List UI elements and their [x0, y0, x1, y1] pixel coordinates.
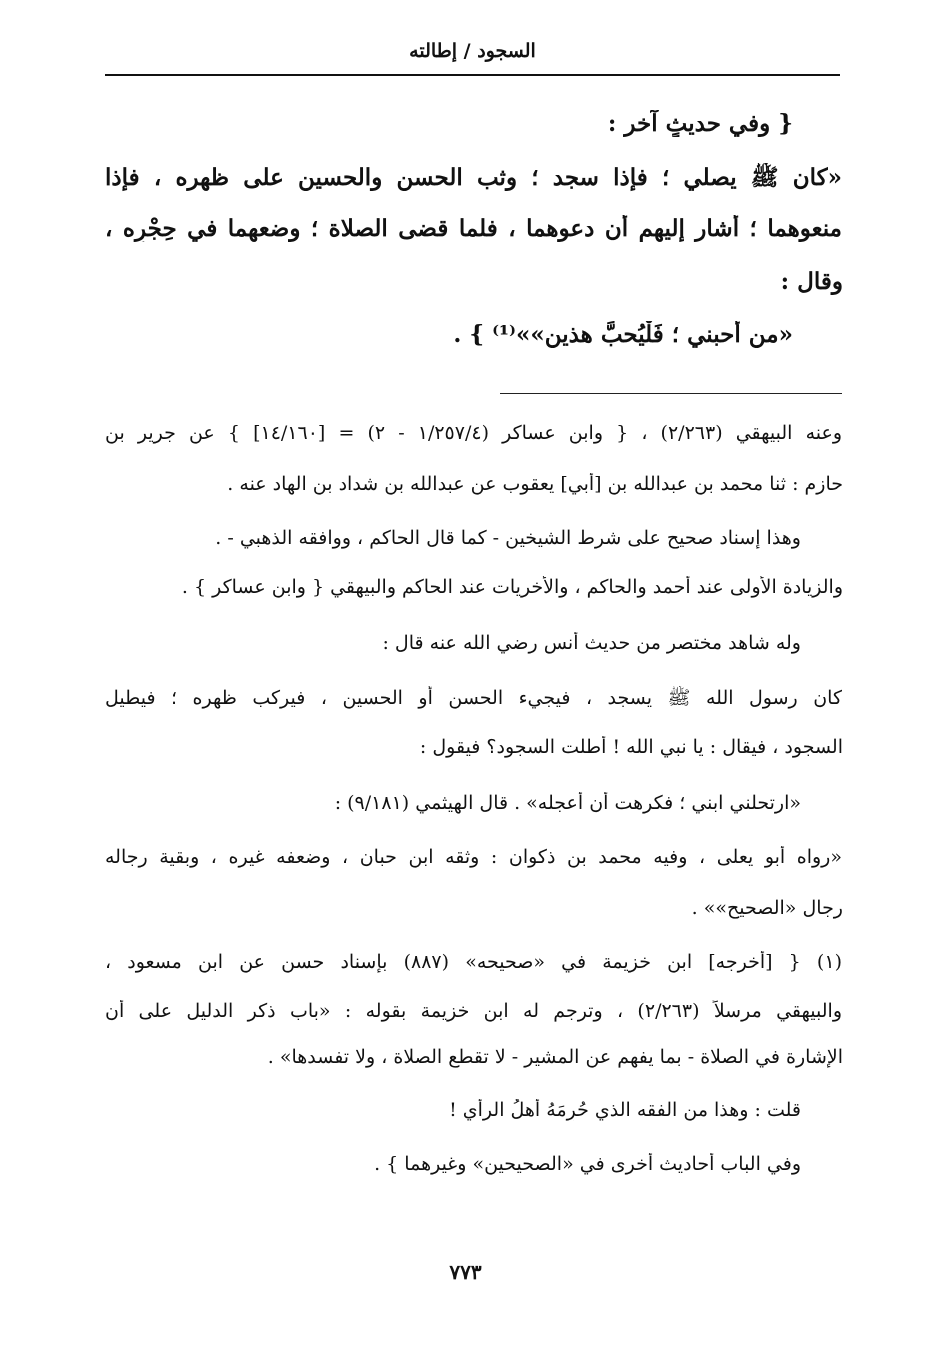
footnote-line: قلت : وهذا من الفقه الذي حُرِمَهُ أهلُ الرأي ! — [449, 1099, 801, 1121]
main-text-line: { وفي حديثٍ آخر : — [607, 110, 793, 137]
main-text-line: منعوهما ؛ أشار إليهم أن دعوهما ، فلما قضى الصلاة ؛ وضعهما في حِجْرِه ، — [105, 215, 842, 242]
footnote-line: «ارتحلني ابني ؛ فكرهت أن أعجله» . قال الهيثمي (٩/١٨١) : — [334, 792, 801, 814]
footnote-line: وفي الباب أحاديث أخرى في «الصحيحين» وغيرهما } . — [374, 1153, 801, 1175]
footnote-line: «رواه أبو يعلى ، وفيه محمد بن ذكوان : وثقه ابن حبان ، وضعفه غيره ، وبقية رجاله — [105, 846, 842, 868]
page-number: ٧٧٣ — [449, 1260, 482, 1284]
footnote-line: وهذا إسناد صحيح على شرط الشيخين - كما قال الحاكم ، ووافقه الذهبي - . — [215, 527, 801, 549]
footnote-line: وله شاهد مختصر من حديث أنس رضي الله عنه قال : — [382, 632, 801, 654]
footnote-line: وعنه البيهقي (٢/٢٦٣) ، { وابن عساكر (١/٢٥٧/٤ - ٢) = [١٤/١٦٠] } عن جرير بن — [105, 422, 842, 444]
main-text-line: وقال : — [780, 268, 843, 295]
footnote-line: حازم : ثنا محمد بن عبدالله بن [أبي] يعقوب عن عبدالله بن شداد بن الهاد عنه . — [227, 473, 843, 495]
footnote-line: السجود ، فيقال : يا نبي الله ! أطلت السجود؟ فيقول : — [419, 736, 843, 758]
footnote-line: والزيادة الأولى عند أحمد والحاكم ، والأخريات عند الحاكم والبيهقي { وابن عساكر } . — [181, 576, 843, 598]
footnote-line: رجال «الصحيح»» . — [691, 897, 843, 919]
footnote-line: كان رسول الله ﷺ يسجد ، فيجيء الحسن أو الحسين ، فيركب ظهره ؛ فيطيل — [105, 687, 842, 709]
header-rule — [105, 74, 840, 76]
footnote-line: والبيهقي مرسلاً (٢/٢٦٣) ، وترجم له ابن خزيمة بقوله : «باب ذكر الدليل على أن — [105, 1000, 842, 1022]
footnote-line: الإشارة في الصلاة - بما يفهم عن المشير - لا تقطع الصلاة ، ولا تفسدها» . — [267, 1046, 843, 1068]
footnote-line: (١) { [أخرجه] ابن خزيمة في «صحيحه» (٨٨٧) بإسناد حسن عن ابن مسعود ، — [105, 951, 842, 973]
main-text-line: «كان ﷺ يصلي ؛ فإذا سجد ؛ وثب الحسن والحسين على ظهره ، فإذا — [105, 164, 842, 191]
running-title: السجود / إطالته — [409, 40, 536, 62]
footnote-separator — [500, 393, 842, 394]
main-text-line: «من أحبني ؛ فَلْيُحبَّ هذين»»⁽¹⁾ } . — [453, 321, 793, 348]
